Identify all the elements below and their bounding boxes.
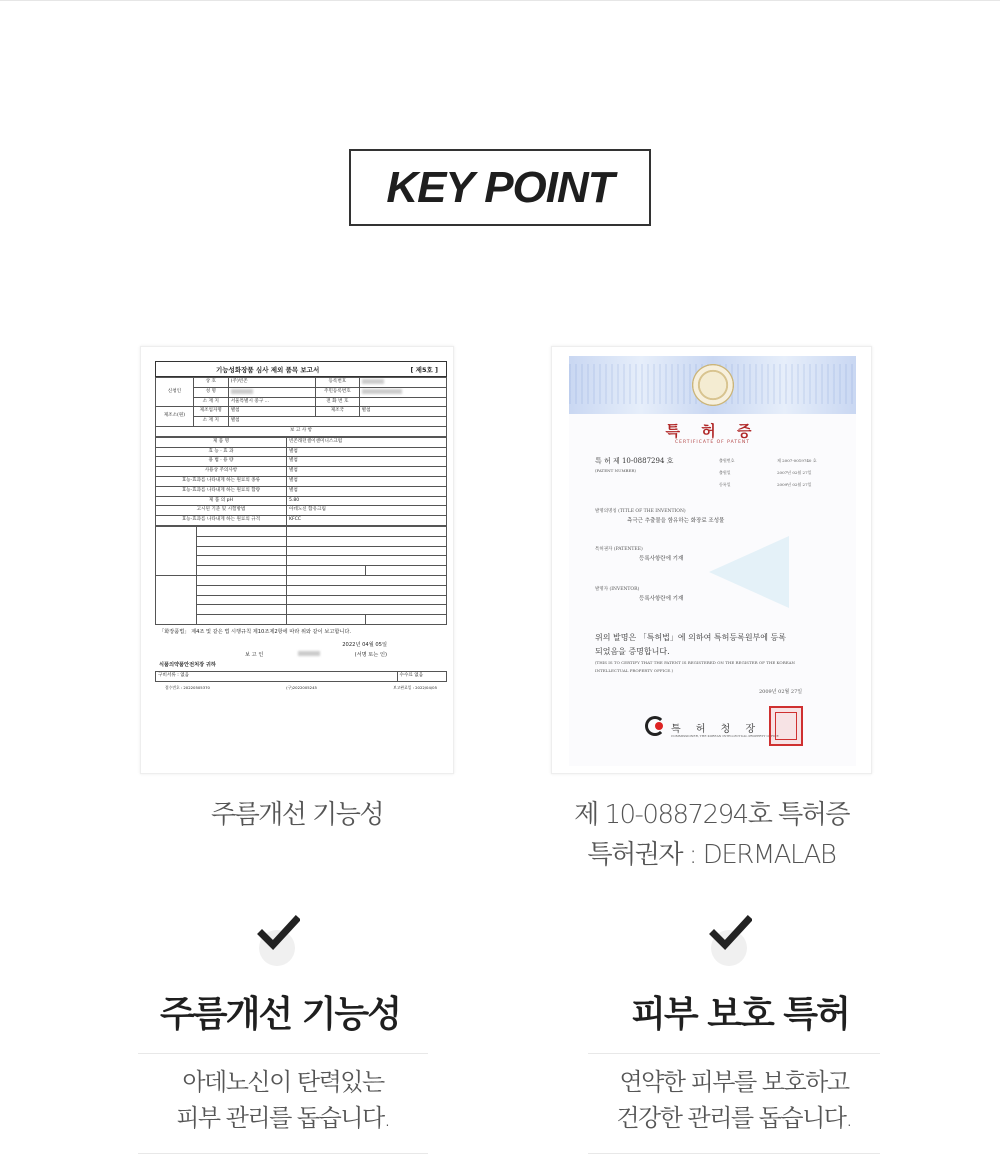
report-addressee: 식품의약품안전처장 귀하	[159, 661, 216, 668]
report-sign: (서명 또는 인)	[354, 651, 387, 658]
report-cell: 소 재 지	[193, 417, 228, 427]
report-cell	[196, 546, 286, 556]
red-seal-stamp	[769, 706, 803, 746]
report-fee: 수수료 없음	[397, 671, 446, 681]
left-feature-heading: 주름개선 기능성	[160, 994, 400, 1035]
report-cell	[359, 387, 446, 397]
report-form-no: [ 제5호 ]	[410, 365, 438, 374]
report-attach-table	[155, 671, 447, 682]
patent-body-en2: INTELLECTUAL PROPERTY OFFICE.)	[595, 668, 674, 673]
patent-reg-label: 등록일	[719, 482, 731, 487]
patent-reg-value: 2009년 02월 27일	[777, 482, 812, 487]
patent-patentee-label: 특허권자 (PATENTEE)	[595, 547, 643, 552]
report-cell	[365, 615, 447, 625]
patent-watermark	[709, 536, 789, 608]
report-cell	[196, 536, 286, 546]
report-cell	[286, 605, 446, 615]
report-applicant-table	[155, 377, 447, 437]
patent-app-label: 출원번호	[719, 458, 735, 463]
report-cell	[286, 526, 446, 536]
report-cell: 주민등록번호	[316, 387, 360, 397]
report-cell	[286, 566, 365, 576]
right-desc-line2: 건강한 관리를 돕습니다.	[616, 1104, 852, 1132]
report-cell: 제 품 의 pH	[156, 496, 287, 506]
patent-office: 특 허 청 장	[671, 724, 762, 735]
left-bottom-divider	[138, 1153, 428, 1154]
patent-certificate-image	[551, 346, 872, 774]
patent-invention-label: 발명의명칭 (TITLE OF THE INVENTION)	[595, 509, 686, 514]
right-feature-heading: 피부 보호 특허	[631, 994, 849, 1035]
patent-body-line2: 되었음을 증명합니다.	[595, 647, 670, 656]
report-cell	[286, 595, 446, 605]
report-cell: KFCC	[286, 516, 446, 526]
report-cell: 제조소(원)	[156, 407, 194, 427]
report-form	[155, 361, 447, 769]
report-cell: 제 품 명	[156, 437, 287, 447]
patent-filing-label: 출원일	[719, 470, 731, 475]
report-cell: 별첨	[286, 486, 446, 496]
report-cell: 용 법 · 용 량	[156, 457, 287, 467]
left-desc-line2: 피부 관리를 돕습니다.	[176, 1104, 390, 1132]
right-bottom-divider	[588, 1153, 880, 1154]
patent-issue-date: 2009년 02월 27일	[759, 689, 803, 695]
patent-certificate	[569, 356, 856, 766]
left-desc-line1: 아데노신이 탄력있는	[182, 1068, 384, 1096]
report-cell	[156, 575, 197, 624]
report-cell: 등록번호	[316, 378, 360, 388]
patent-invention-value: 측극근 추출물을 함유하는 화장료 조성물	[627, 518, 725, 524]
report-cell: 별첨	[286, 476, 446, 486]
report-cell: 고시된 기준 및 시험방법	[156, 506, 287, 516]
patent-office-en: COMMISSIONER, THE KOREAN INTELLECTUAL PROPERTY OFFICE	[671, 734, 779, 738]
report-cell	[286, 536, 446, 546]
report-cell	[196, 585, 286, 595]
patent-app-value: 제 2007-0019740 호	[777, 458, 817, 463]
report-cell: 5.80	[286, 496, 446, 506]
report-cell: 별첨	[286, 457, 446, 467]
report-complete-date: 보고완료일 : 2022/04/05	[393, 684, 437, 690]
report-cell: 효능·효과를 나타내게 하는 원료의 함량	[156, 486, 287, 496]
patent-body-en1: (THIS IS TO CERTIFY THAT THE PATENT IS REGISTERED ON THE REGISTER OF THE KOREAN	[595, 660, 796, 665]
report-cell	[196, 566, 286, 576]
report-cell: 별첨	[286, 467, 446, 477]
report-cell	[286, 575, 446, 585]
patent-number-en: (PATENT NUMBER)	[595, 468, 636, 473]
patent-subtitle: CERTIFICATE OF PATENT	[674, 440, 751, 445]
report-cell	[359, 378, 446, 388]
report-cell	[365, 566, 447, 576]
report-cell	[196, 556, 286, 566]
patent-patentee-value: 등록사항란에 기재	[639, 556, 684, 562]
right-caption-line2: 특허권자 : DERMALAB	[587, 840, 836, 870]
report-cell: 제조국	[316, 407, 360, 417]
right-divider	[588, 1053, 880, 1054]
left-divider	[138, 1053, 428, 1054]
report-cell	[286, 556, 446, 566]
report-cell: 서울특별시 중구 ...	[228, 397, 315, 407]
report-attach: 구비서류 : 없음	[156, 671, 398, 681]
report-cell	[196, 575, 286, 585]
report-cell: 상 호	[193, 378, 228, 388]
report-cell: 성 명	[193, 387, 228, 397]
key-point-title-box	[349, 149, 651, 226]
check-icon	[711, 930, 747, 966]
report-cell: 소 재 지	[193, 397, 228, 407]
kipo-logo-icon	[645, 716, 665, 736]
right-desc-line1: 연약한 피부를 보호하고	[619, 1068, 849, 1096]
report-cell: 별첨	[228, 407, 315, 417]
patent-inventor-label: 발명자 (INVENTOR)	[595, 587, 640, 592]
report-reporter: 보 고 인	[245, 651, 264, 658]
report-cell	[196, 605, 286, 615]
patent-number: 특 허 제 10-0887294 호	[595, 457, 674, 465]
report-cell: 빈존래던셀이센미니스크럽	[286, 437, 446, 447]
report-header	[155, 361, 447, 377]
report-items-table	[155, 437, 447, 526]
report-cell	[286, 546, 446, 556]
report-cell: 사용상 주의사항	[156, 467, 287, 477]
report-title: 기능성화장품 심사 제외 품목 보고서	[216, 365, 320, 374]
report-cell: (주)빈존	[228, 378, 315, 388]
patent-title: 특 허 증	[665, 422, 760, 440]
key-point-title: KEY POINT	[386, 162, 614, 212]
left-document-caption: 주름개선 기능성	[210, 800, 384, 830]
right-caption-line1: 제 10-0887294호 특허증	[574, 800, 849, 830]
report-cell: 효능·효과를 나타내게 하는 원료의 규격	[156, 516, 287, 526]
top-divider	[0, 0, 1000, 1]
report-cell: 별첨	[228, 417, 446, 427]
report-blank-table	[155, 526, 447, 625]
report-ref: (구)2022005245	[286, 684, 317, 690]
report-cell	[286, 615, 365, 625]
report-cell: 아데노신 함유크림	[286, 506, 446, 516]
report-cell: 별첨	[286, 447, 446, 457]
report-receipt: 접수번호 : 20220505370	[165, 684, 210, 690]
report-cell	[228, 387, 315, 397]
report-cell	[196, 526, 286, 536]
national-emblem-icon	[691, 361, 735, 409]
patent-filing-value: 2007년 02월 27일	[777, 470, 812, 475]
patent-inventor-value: 등록사항란에 기재	[639, 596, 684, 602]
check-icon	[259, 930, 295, 966]
report-cell	[359, 397, 446, 407]
report-cell	[196, 615, 286, 625]
report-date: 2022년 04월 05일	[342, 641, 387, 648]
report-document-image	[140, 346, 454, 774]
report-cell: 제조업자명	[193, 407, 228, 417]
report-section-title: 보 고 사 항	[156, 426, 447, 436]
report-cell	[196, 595, 286, 605]
report-cell: 효능·효과를 나타내게 하는 원료의 종류	[156, 476, 287, 486]
report-statement: 「화장품법」 제4조 및 같은 법 시행규칙 제10조제2항에 따라 위와 같이 보고합니다.	[159, 628, 352, 635]
report-cell: 별첨	[359, 407, 446, 417]
patent-body-line1: 위의 발명은 「특허법」에 의하여 특허등록원부에 등록	[595, 633, 787, 642]
report-cell	[156, 526, 197, 575]
report-cell: 신청인	[156, 378, 194, 407]
report-cell: 효 능 · 효 과	[156, 447, 287, 457]
report-cell: 전 화 번 호	[316, 397, 360, 407]
report-cell	[286, 585, 446, 595]
